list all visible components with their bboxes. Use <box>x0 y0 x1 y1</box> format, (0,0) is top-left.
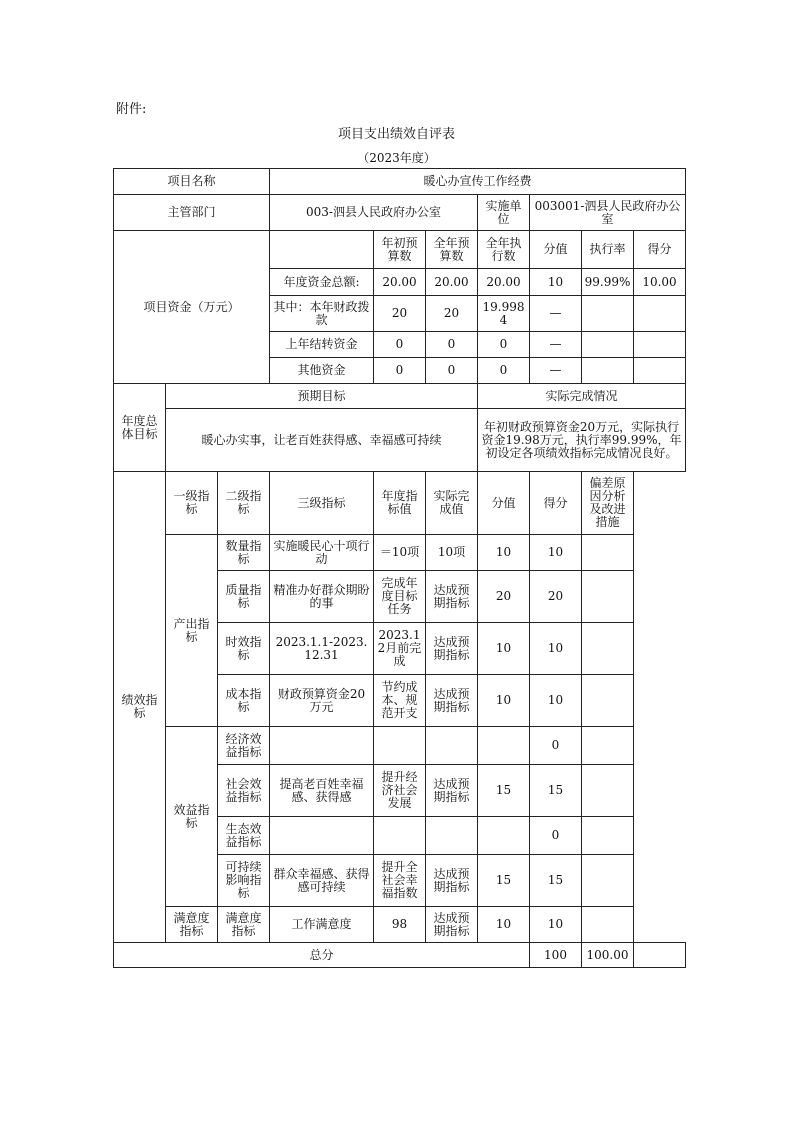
funds-cell: 0 <box>374 358 426 384</box>
level2-indicator: 生态效益指标 <box>218 817 270 855</box>
indicator-score: 10 <box>530 907 582 943</box>
indicator-note <box>582 817 634 855</box>
funds-cell: 19.9984 <box>478 296 530 332</box>
funds-cell: 0 <box>374 332 426 358</box>
level3-indicator <box>270 727 374 765</box>
indicator-row <box>114 907 686 943</box>
level3-indicator: 财政预算资金20万元 <box>270 675 374 727</box>
indicator-target: 节约成本、规范开支 <box>374 675 426 727</box>
level1-indicator: 产出指标 <box>166 535 218 727</box>
year-subtitle: （2023年度） <box>357 151 436 165</box>
funds-cell: 0 <box>478 332 530 358</box>
indicator-target <box>374 817 426 855</box>
performance-header-row <box>114 472 686 535</box>
total-score: 100.00 <box>582 943 634 968</box>
level3-indicator: 实施暖民心十项行动 <box>270 535 374 571</box>
indicator-row <box>114 535 686 571</box>
level3-indicator: 工作满意度 <box>270 907 374 943</box>
funds-cell: 0 <box>478 358 530 384</box>
funds-header-cell: 全年预算数 <box>426 231 478 269</box>
funds-header-row <box>114 231 686 269</box>
indicator-actual: 达成预期指标 <box>426 855 478 907</box>
funds-cell: — <box>530 358 582 384</box>
dept-value: 003-泗县人民政府办公室 <box>270 195 478 231</box>
funds-cell <box>582 296 634 332</box>
total-label: 总分 <box>114 943 530 968</box>
indicator-target: 提升经济社会发展 <box>374 765 426 817</box>
indicator-target <box>374 727 426 765</box>
funds-cell: 20.00 <box>478 269 530 296</box>
performance-header-cell: 实际完成值 <box>426 472 478 535</box>
indicator-row <box>114 727 686 765</box>
funds-cell: 99.99% <box>582 269 634 296</box>
indicator-actual: 10项 <box>426 535 478 571</box>
indicator-weight: 15 <box>478 765 530 817</box>
level1-indicator: 效益指标 <box>166 727 218 907</box>
level2-indicator: 质量指标 <box>218 571 270 623</box>
level2-indicator: 经济效益指标 <box>218 727 270 765</box>
funds-cell <box>634 332 686 358</box>
department-row <box>114 195 686 231</box>
funds-header-cell: 年初预算数 <box>374 231 426 269</box>
performance-header-cell: 三级指标 <box>270 472 374 535</box>
performance-header-cell: 一级指标 <box>166 472 218 535</box>
total-row <box>114 943 686 968</box>
indicator-note <box>582 765 634 817</box>
indicator-score: 20 <box>530 571 582 623</box>
funds-cell: 0 <box>426 332 478 358</box>
funds-cell <box>634 296 686 332</box>
actual-result: 年初财政预算资金20万元，实际执行资金19.98万元，执行率99.99%，年初设定各项绩效指标完成情况良好。 <box>478 409 686 472</box>
funds-header-blank <box>270 231 374 269</box>
indicator-note <box>582 571 634 623</box>
indicator-weight: 10 <box>478 907 530 943</box>
indicator-target: 提升全社会幸福指数 <box>374 855 426 907</box>
indicator-note <box>582 727 634 765</box>
indicator-weight <box>478 727 530 765</box>
indicator-actual: 达成预期指标 <box>426 623 478 675</box>
indicator-score: 15 <box>530 765 582 817</box>
performance-label: 绩效指标 <box>114 472 166 943</box>
funds-row-label: 上年结转资金 <box>270 332 374 358</box>
attachment-label: 附件: <box>116 102 147 117</box>
indicator-actual: 达成预期指标 <box>426 765 478 817</box>
level3-indicator: 提高老百姓幸福感、获得感 <box>270 765 374 817</box>
indicator-score: 0 <box>530 817 582 855</box>
indicator-score: 10 <box>530 623 582 675</box>
funds-cell: 0 <box>426 358 478 384</box>
level2-indicator: 可持续影响指标 <box>218 855 270 907</box>
indicator-weight: 10 <box>478 623 530 675</box>
funds-cell: — <box>530 332 582 358</box>
level3-indicator: 精准办好群众期盼的事 <box>270 571 374 623</box>
indicator-actual <box>426 727 478 765</box>
indicator-weight: 20 <box>478 571 530 623</box>
indicator-score: 0 <box>530 727 582 765</box>
indicator-target: 2023.12月前完成 <box>374 623 426 675</box>
funds-cell <box>582 332 634 358</box>
total-note <box>634 943 686 968</box>
project-name-label: 项目名称 <box>114 169 270 195</box>
funds-cell: 10.00 <box>634 269 686 296</box>
funds-header-cell: 分值 <box>530 231 582 269</box>
dept-label: 主管部门 <box>114 195 270 231</box>
indicator-actual: 达成预期指标 <box>426 675 478 727</box>
funds-cell: 20 <box>426 296 478 332</box>
funds-row-label: 年度资金总额: <box>270 269 374 296</box>
actual-result-header: 实际完成情况 <box>478 384 686 409</box>
annual-goal-label: 年度总体目标 <box>114 384 166 472</box>
indicator-note <box>582 907 634 943</box>
indicator-score: 15 <box>530 855 582 907</box>
project-name-row <box>114 169 686 195</box>
level2-indicator: 成本指标 <box>218 675 270 727</box>
funds-header-cell: 全年执行数 <box>478 231 530 269</box>
impl-unit-value: 003001-泗县人民政府办公室 <box>530 195 686 231</box>
funds-cell <box>634 358 686 384</box>
indicator-weight: 15 <box>478 855 530 907</box>
level3-indicator: 2023.1.1-2023.12.31 <box>270 623 374 675</box>
level2-indicator: 数量指标 <box>218 535 270 571</box>
page-title: 项目支出绩效自评表 <box>337 127 455 142</box>
funds-row-label: 其他资金 <box>270 358 374 384</box>
indicator-score: 10 <box>530 675 582 727</box>
indicator-weight: 10 <box>478 675 530 727</box>
funds-cell <box>582 358 634 384</box>
annual-goal-row <box>114 409 686 472</box>
indicator-weight: 10 <box>478 535 530 571</box>
indicator-target: 98 <box>374 907 426 943</box>
indicator-note <box>582 675 634 727</box>
expected-goal-header: 预期目标 <box>166 384 478 409</box>
performance-header-cell: 二级指标 <box>218 472 270 535</box>
impl-unit-label: 实施单位 <box>478 195 530 231</box>
indicator-target: ＝10项 <box>374 535 426 571</box>
performance-header-cell: 偏差原因分析及改进措施 <box>582 472 634 535</box>
level2-indicator: 满意度指标 <box>218 907 270 943</box>
level1-indicator: 满意度指标 <box>166 907 218 943</box>
level2-indicator: 社会效益指标 <box>218 765 270 817</box>
funds-cell: 20.00 <box>426 269 478 296</box>
indicator-actual <box>426 817 478 855</box>
funds-cell: — <box>530 296 582 332</box>
performance-header-cell: 得分 <box>530 472 582 535</box>
indicator-note <box>582 855 634 907</box>
level2-indicator: 时效指标 <box>218 623 270 675</box>
funds-header-cell: 执行率 <box>582 231 634 269</box>
level3-indicator: 群众幸福感、获得感可持续 <box>270 855 374 907</box>
project-name: 暖心办宣传工作经费 <box>270 169 686 195</box>
funds-cell: 20.00 <box>374 269 426 296</box>
total-weight: 100 <box>530 943 582 968</box>
funds-row-label: 其中：本年财政拨款 <box>270 296 374 332</box>
indicator-target: 完成年度目标任务 <box>374 571 426 623</box>
funds-cell: 20 <box>374 296 426 332</box>
indicator-note <box>582 623 634 675</box>
indicator-score: 10 <box>530 535 582 571</box>
performance-header-cell: 年度指标值 <box>374 472 426 535</box>
level3-indicator <box>270 817 374 855</box>
indicator-actual: 达成预期指标 <box>426 571 478 623</box>
evaluation-table <box>113 168 686 968</box>
indicator-note <box>582 535 634 571</box>
annual-goal-header-row <box>114 384 686 409</box>
funds-label: 项目资金（万元） <box>114 231 270 384</box>
funds-header-cell: 得分 <box>634 231 686 269</box>
indicator-actual: 达成预期指标 <box>426 907 478 943</box>
performance-header-cell: 分值 <box>478 472 530 535</box>
funds-cell: 10 <box>530 269 582 296</box>
expected-goal: 暖心办实事，让老百姓获得感、幸福感可持续 <box>166 409 478 472</box>
indicator-weight <box>478 817 530 855</box>
